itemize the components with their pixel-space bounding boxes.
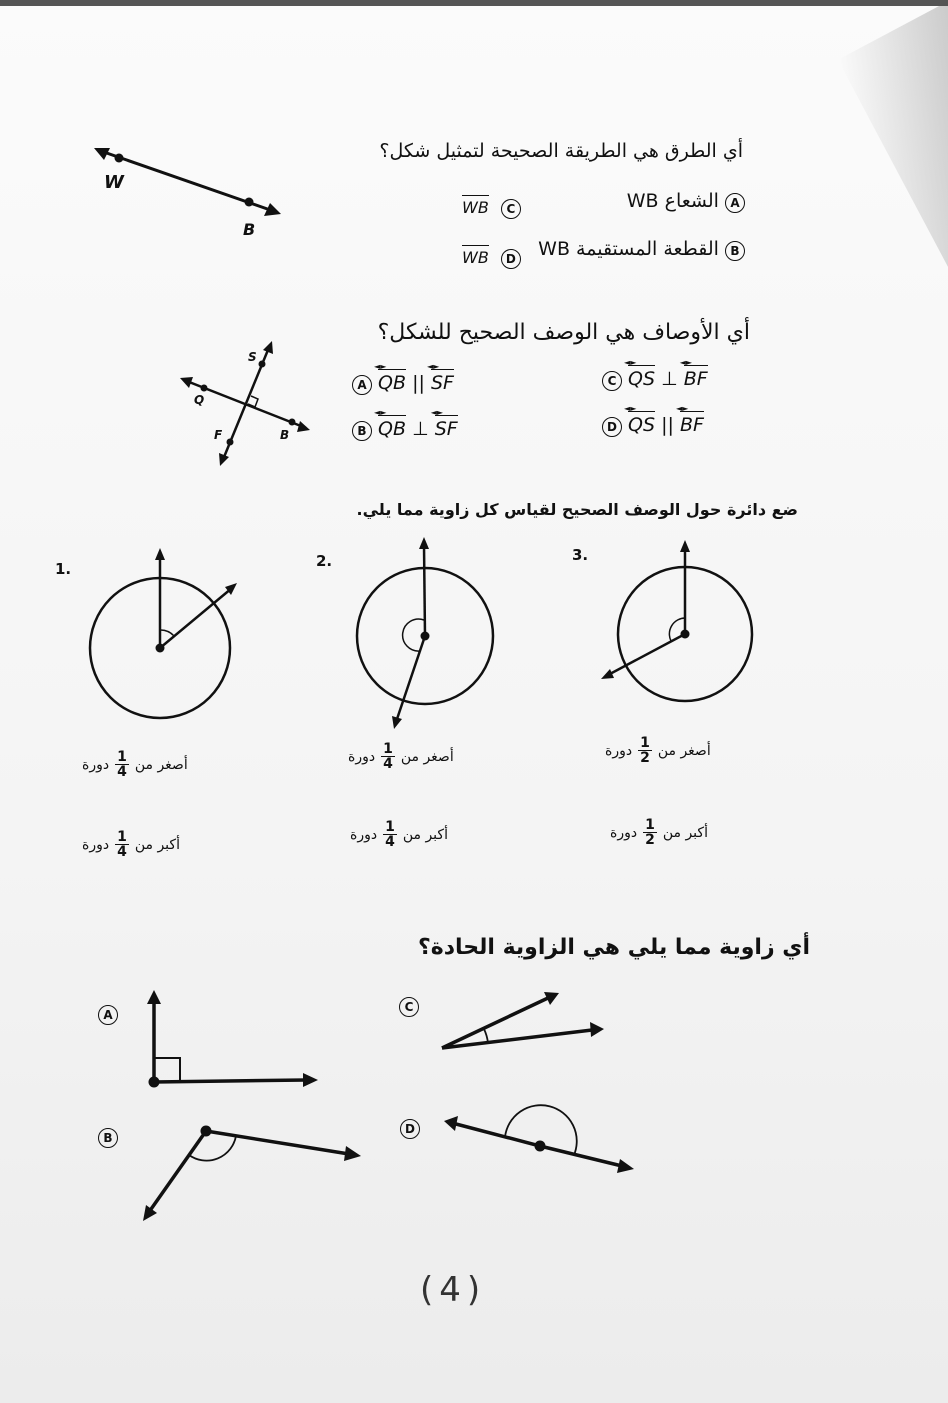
option-b-bubble[interactable]: B bbox=[725, 241, 745, 261]
q4-question: أي زاوية مما يلي هي الزاوية الحادة؟ bbox=[417, 935, 810, 960]
q4-angle-d bbox=[444, 1105, 634, 1173]
page-number: (4) bbox=[420, 1270, 487, 1310]
q4-option-a-bubble[interactable]: A bbox=[98, 1005, 118, 1025]
line-wb: WB bbox=[462, 248, 489, 267]
q2-question: أي الأوصاف هي الوصف الصحيح للشكل؟ bbox=[377, 320, 750, 345]
item-1-less-label: أصغر من bbox=[134, 756, 188, 773]
q2-label-f: F bbox=[214, 428, 223, 442]
line-sf: SF ◄► bbox=[431, 372, 454, 394]
segment-wb: WB bbox=[462, 198, 489, 217]
item-3-less-label: أصغر من bbox=[657, 742, 711, 759]
q1-label-w: W bbox=[104, 172, 124, 193]
item-2-number: 2. bbox=[316, 552, 333, 570]
option-b-bubble[interactable]: B bbox=[352, 421, 372, 441]
fraction-denominator: 4 bbox=[117, 764, 127, 780]
item-2-more-label: أكبر من bbox=[402, 826, 448, 843]
option-d-bubble[interactable]: D bbox=[501, 249, 521, 269]
q1-option-b-text: القطعة المستقيمة WB bbox=[538, 238, 719, 260]
q4-option-b-bubble[interactable]: B bbox=[98, 1128, 118, 1148]
item-1-unit: دورة bbox=[82, 756, 110, 773]
q2-label-b: B bbox=[280, 428, 290, 442]
q2-label-q: Q bbox=[194, 393, 205, 407]
item-1-more-label: أكبر من bbox=[134, 836, 180, 853]
fraction-denominator: 2 bbox=[640, 750, 650, 766]
option-c-bubble[interactable]: C bbox=[602, 371, 622, 391]
fraction-numerator: 1 bbox=[645, 817, 655, 833]
line-qb: QB ◄► bbox=[378, 418, 406, 440]
parallel-symbol: || bbox=[661, 414, 674, 436]
q4-angle-b bbox=[143, 1126, 361, 1222]
item-3-number: 3. bbox=[572, 546, 589, 564]
perpendicular-symbol: ⊥ bbox=[661, 368, 678, 390]
line-qs: QS ◄► bbox=[628, 368, 655, 390]
item-3-unit: دورة bbox=[610, 824, 638, 841]
q4-angle-a bbox=[147, 990, 318, 1088]
item-1-unit: دورة bbox=[82, 836, 110, 853]
option-c-bubble[interactable]: C bbox=[501, 199, 521, 219]
option-a-bubble[interactable]: A bbox=[725, 193, 745, 213]
item-3-unit: دورة bbox=[605, 742, 633, 759]
fraction-numerator: 1 bbox=[385, 819, 395, 835]
item-1-number: 1. bbox=[55, 560, 72, 578]
item-2-unit: دورة bbox=[350, 826, 378, 843]
item-2-less-label: أصغر من bbox=[400, 748, 454, 765]
option-a-bubble[interactable]: A bbox=[352, 375, 372, 395]
parallel-symbol: || bbox=[412, 372, 425, 394]
fraction-numerator: 1 bbox=[117, 829, 127, 845]
q4-option-d-bubble[interactable]: D bbox=[400, 1119, 420, 1139]
item-2-unit: دورة bbox=[348, 748, 376, 765]
option-d-bubble[interactable]: D bbox=[602, 417, 622, 437]
fraction-numerator: 1 bbox=[640, 735, 650, 751]
line-bf: BF ◄► bbox=[684, 368, 708, 390]
q3-instruction: ضع دائرة حول الوصف الصحيح لقياس كل زاوية مما يلي. bbox=[356, 500, 798, 519]
fraction-denominator: 2 bbox=[645, 832, 655, 848]
q1-option-a-text: الشعاع WB bbox=[626, 190, 719, 212]
line-qs: QS ◄► bbox=[628, 414, 655, 436]
q2-label-s: S bbox=[248, 350, 257, 364]
fraction-numerator: 1 bbox=[383, 741, 393, 757]
fraction-numerator: 1 bbox=[117, 749, 127, 765]
fraction-denominator: 4 bbox=[385, 834, 395, 850]
fraction-denominator: 4 bbox=[117, 844, 127, 860]
q1-question: أي الطرق هي الطريقة الصحيحة لتمثيل شكل؟ bbox=[379, 140, 743, 162]
line-bf: BF ◄► bbox=[680, 414, 704, 436]
fraction-denominator: 4 bbox=[383, 756, 393, 772]
q1-label-b: B bbox=[243, 220, 256, 239]
item-3-more-label: أكبر من bbox=[662, 824, 708, 841]
q4-option-c-bubble[interactable]: C bbox=[399, 997, 419, 1017]
perpendicular-symbol: ⊥ bbox=[412, 418, 429, 440]
line-qb: QB ◄► bbox=[378, 372, 406, 394]
line-sf: SF ◄► bbox=[435, 418, 458, 440]
q4-angle-c bbox=[442, 992, 604, 1048]
